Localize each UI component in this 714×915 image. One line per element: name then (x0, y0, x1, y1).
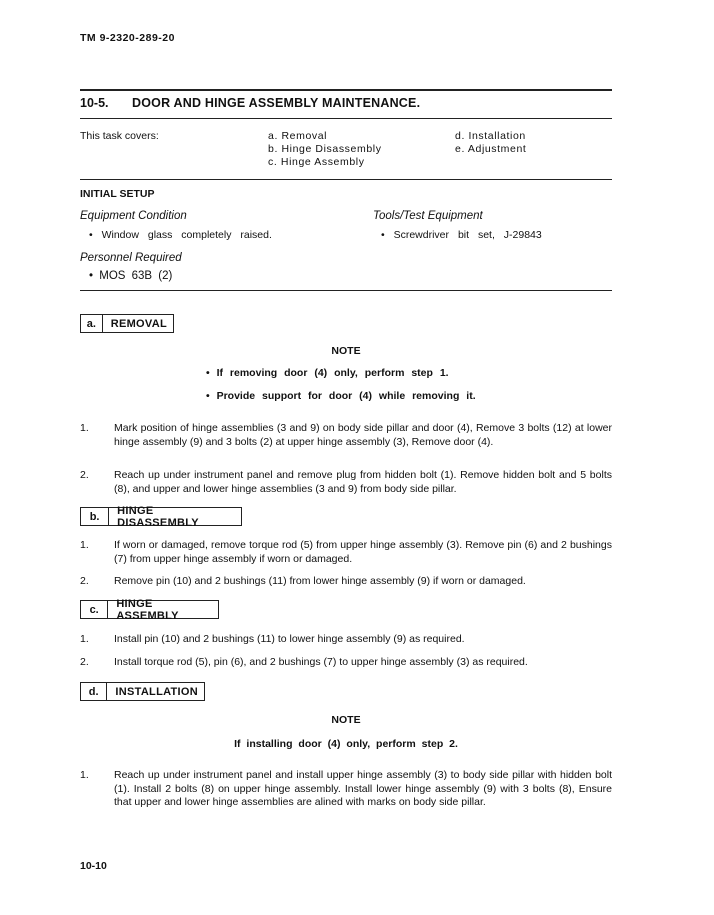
step-item (80, 469, 612, 496)
personnel-label: Personnel Required (80, 252, 182, 264)
step-number: 1. (80, 633, 89, 645)
task-list-col2 (455, 130, 526, 156)
personnel-text: MOS 63B (2) (99, 270, 173, 282)
tools-item: • Screwdriver bit set, J-29843 (381, 229, 542, 241)
task-item: a. Removal (268, 130, 328, 142)
equipment-condition-item: • Window glass completely raised. (89, 229, 272, 241)
document-number: TM 9-2320-289-20 (80, 32, 175, 44)
disassembly-section-box (80, 504, 242, 529)
step-text: Remove pin (10) and 2 bushings (11) from lower hinge assembly (9) if worn or damaged. (114, 575, 526, 587)
task-list-col1 (268, 130, 382, 169)
section-letter: c. (81, 601, 108, 618)
task-item: d. Installation (455, 130, 526, 142)
step-item (80, 656, 612, 670)
section-box-title: HINGE ASSEMBLY (116, 597, 179, 622)
note-text: Provide support for door (4) while removing it. (216, 390, 476, 402)
note-item: • Provide support for door (4) while removing it. (206, 390, 476, 402)
task-item: e. Adjustment (455, 143, 527, 155)
step-number: 2. (80, 656, 89, 668)
setup-bottom-rule (80, 290, 612, 291)
task-item: b. Hinge Disassembly (268, 143, 382, 155)
step-number: 1. (80, 422, 89, 434)
section-letter: d. (81, 683, 107, 700)
task-bottom-rule (80, 179, 612, 180)
section-letter: b. (81, 508, 109, 525)
title-bottom-rule (80, 118, 612, 119)
section-box-title: HINGE DISASSEMBLY (117, 504, 199, 529)
step-number: 1. (80, 539, 89, 551)
step-number: 2. (80, 575, 89, 587)
tools-text: Screwdriver bit set, J-29843 (393, 229, 542, 241)
page-number: 10-10 (80, 860, 107, 872)
step-item (80, 769, 612, 810)
step-item (80, 633, 612, 647)
section-box-title: REMOVAL (110, 317, 167, 330)
tools-label: Tools/Test Equipment (373, 210, 483, 222)
step-text: Reach up under instrument panel and remove plug from hidden bolt (1). Remove hidden bolt and 5 bolts (8), and upper and lower hinge assemblies (3 and 9) from body side pillar. (114, 469, 612, 495)
step-text: Install pin (10) and 2 bushings (11) to lower hinge assembly (9) as required. (114, 633, 465, 645)
section-box-title: INSTALLATION (115, 685, 198, 698)
note-text: If removing door (4) only, perform step 1. (216, 367, 449, 379)
title-top-rule (80, 89, 612, 91)
section-title: DOOR AND HINGE ASSEMBLY MAINTENANCE. (132, 96, 421, 110)
step-text: Mark position of hinge assemblies (3 and 9) on body side pillar and door (4), Remove 3 bolts (12) at lower hinge assembly (9) and 3 bolts (2) at upper hinge assembly (3), Remove door (4). (114, 422, 612, 448)
step-item (80, 575, 612, 589)
note-item: • If removing door (4) only, perform step 1. (206, 367, 449, 379)
step-text: Install torque rod (5), pin (6), and 2 bushings (7) to upper hinge assembly (3) as required. (114, 656, 528, 668)
step-text: Reach up under instrument panel and install upper hinge assembly (3) to body side pillar with hidden bolt (1). Install 2 bolts (8) on upper hinge assembly. Install lower hinge assembly (9) with 3 bolts (8), Ensure that upper and lower hinge assemblies are alined with marks on body side pillar. (114, 769, 612, 808)
assembly-section-box (80, 597, 219, 622)
step-item (80, 539, 612, 566)
task-item: c. Hinge Assembly (268, 156, 365, 168)
installation-section-box (80, 682, 205, 701)
task-covers-label: This task covers: (80, 130, 159, 142)
step-item (80, 422, 612, 449)
step-text: If worn or damaged, remove torque rod (5) from upper hinge assembly (3). Remove pin (6) and 2 bushings (7) from upper hinge assembly if worn or damaged. (114, 539, 612, 565)
note-text: If installing door (4) only, perform step 2. (234, 738, 458, 750)
equipment-condition-text: Window glass completely raised. (101, 229, 272, 241)
equipment-condition-label: Equipment Condition (80, 210, 187, 222)
personnel-item: • MOS 63B (2) (89, 270, 173, 282)
initial-setup-heading: INITIAL SETUP (80, 188, 155, 200)
removal-section-box (80, 314, 174, 333)
note-label: NOTE (331, 345, 361, 357)
step-number: 1. (80, 769, 89, 781)
step-number: 2. (80, 469, 89, 481)
section-number: 10-5. (80, 96, 109, 110)
note-label: NOTE (331, 714, 361, 726)
section-letter: a. (81, 315, 103, 332)
